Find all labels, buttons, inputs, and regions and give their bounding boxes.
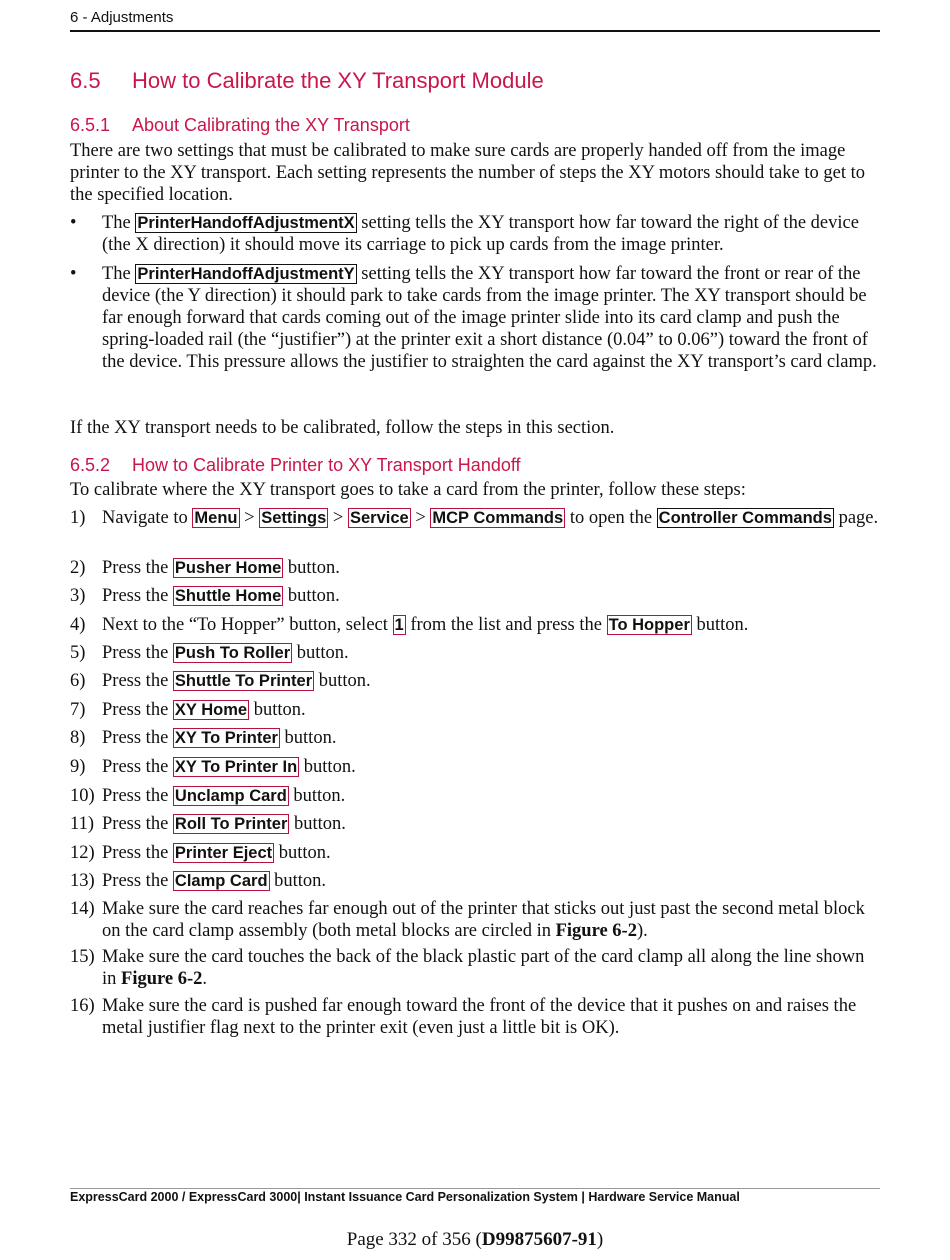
button-label: Clamp Card	[174, 872, 268, 890]
step-item	[70, 995, 880, 1039]
step-item	[70, 557, 880, 579]
subsection-heading-2	[70, 455, 521, 476]
intro-paragraph: There are two settings that must be calibrated to make sure cards are properly handed off from the image printer to the XY transport. Each setting represents the number of steps the XY motors should take to get to the specified location.	[70, 141, 865, 205]
step-item	[70, 699, 880, 721]
button-label: Pusher Home	[174, 559, 282, 577]
bullet-text: setting tells the XY transport how far toward the front or rear of the device (the Y direction) it should park to take cards from the image printer. The XY transport should be far enough forward that cards coming out of the image printer slide into its card clamp and push the spring-loaded rail (the “justifier”) at the printer exit a short distance (0.04” to 0.06”) toward the front of the device. This pressure allows the justifier to straighten the card against the XY transport’s card clamp.	[102, 264, 877, 372]
subsection-title: How to Calibrate Printer to XY Transport Handoff	[132, 455, 521, 475]
button-label: Push To Roller	[174, 644, 291, 662]
step-number: 16)	[70, 996, 95, 1016]
subsection-heading-1	[70, 115, 410, 136]
step-text: Press the	[102, 700, 173, 720]
step-text: button.	[288, 786, 346, 806]
step-text: button.	[292, 643, 349, 663]
list-value-label: 1	[394, 616, 404, 634]
step-item	[70, 670, 880, 692]
page-number-text: Page 332 of 356 (	[346, 1229, 482, 1250]
step-text: to open the	[565, 508, 657, 528]
controller-commands-label: Controller Commands	[658, 509, 832, 527]
footer-manual-title: ExpressCard 2000 / ExpressCard 3000| Instant Issuance Card Personalization System | Hardware Service Manual	[70, 1190, 740, 1204]
step-text: Press the	[102, 786, 173, 806]
footer-divider	[70, 1188, 880, 1189]
step-item	[70, 870, 880, 892]
step-text: Press the	[102, 757, 173, 777]
step-number: 7)	[70, 700, 86, 720]
step-item	[70, 898, 880, 942]
bullet-text: The	[102, 264, 136, 284]
step-text: button.	[691, 615, 749, 635]
bullet-text: The	[102, 213, 136, 233]
mcp-commands-label: MCP Commands	[432, 509, 564, 527]
step-text: Press the	[102, 558, 173, 578]
button-label: XY To Printer	[174, 729, 278, 747]
section-title: How to Calibrate the XY Transport Module	[132, 68, 544, 93]
settings-label: Settings	[261, 509, 327, 527]
section-heading	[70, 68, 544, 94]
page-number	[0, 1229, 950, 1251]
bullet-item-y	[70, 263, 880, 373]
button-label: Shuttle To Printer	[174, 672, 313, 690]
step-number: 10)	[70, 786, 95, 806]
step-text: Next to the “To Hopper” button, select	[102, 615, 393, 635]
step-number: 4)	[70, 615, 86, 635]
step-text: button.	[283, 586, 340, 606]
bullet-text: setting tells the XY transport how far toward the right of the device (the X direction) it should move its carriage to pick up cards from the image printer.	[102, 213, 859, 255]
step-text: button.	[283, 558, 340, 578]
step-text: button.	[269, 871, 327, 891]
step-text: button.	[289, 814, 346, 834]
button-label: XY To Printer In	[174, 758, 298, 776]
step-number: 15)	[70, 947, 95, 967]
step-text: button.	[249, 700, 306, 720]
step-text: button.	[274, 843, 331, 863]
step-text: Press the	[102, 814, 173, 834]
step-number: 9)	[70, 757, 86, 777]
step-number: 11)	[70, 814, 94, 834]
outro-paragraph: If the XY transport needs to be calibrated, follow the steps in this section.	[70, 418, 615, 438]
step-text: button.	[279, 728, 337, 748]
step-text: Press the	[102, 671, 173, 691]
bullet-icon: •	[70, 264, 77, 284]
figure-reference: Figure 6-2	[121, 969, 203, 989]
step-number: 14)	[70, 899, 95, 919]
step-number: 2)	[70, 558, 86, 578]
step-text: Press the	[102, 843, 173, 863]
button-label: Printer Eject	[174, 844, 273, 862]
step-text: ).	[636, 921, 648, 941]
button-label: To Hopper	[608, 616, 690, 634]
bullet-item-x	[70, 212, 880, 256]
step-item	[70, 614, 880, 636]
step-item	[70, 813, 880, 835]
setting-name-x: PrinterHandoffAdjustmentX	[137, 214, 355, 232]
button-label: Unclamp Card	[174, 787, 287, 805]
step-text: button.	[299, 757, 356, 777]
step-text: .	[202, 969, 207, 989]
step-item	[70, 842, 880, 864]
step-text: page.	[833, 508, 879, 528]
step-item	[70, 507, 880, 529]
step-text: Press the	[102, 643, 173, 663]
step-item	[70, 727, 880, 749]
bullet-icon: •	[70, 213, 77, 233]
step-item	[70, 756, 880, 778]
running-header: 6 - Adjustments	[70, 8, 880, 32]
section-number: 6.5	[70, 68, 101, 93]
step-text: Make sure the card touches the back of the black plastic part of the card clamp all along the line shown in	[102, 947, 865, 989]
figure-reference: Figure 6-2	[555, 921, 637, 941]
menu-label: Menu	[194, 509, 238, 527]
step-text: Make sure the card reaches far enough out of the printer that sticks out just past the second metal block on the card clamp assembly (both metal blocks are circled in	[102, 899, 865, 941]
step-number: 6)	[70, 671, 86, 691]
subsection-number: 6.5.2	[70, 455, 111, 475]
step-text: from the list and press the	[405, 615, 607, 635]
step-text: Navigate to	[102, 508, 193, 528]
step-text: Press the	[102, 728, 173, 748]
step-number: 13)	[70, 871, 95, 891]
button-label: Roll To Printer	[174, 815, 288, 833]
step-item	[70, 946, 880, 990]
step-number: 12)	[70, 843, 95, 863]
step-item	[70, 585, 880, 607]
step-number: 3)	[70, 586, 86, 606]
step-item	[70, 785, 880, 807]
button-label: Shuttle Home	[174, 587, 282, 605]
document-number: D99875607-91	[481, 1229, 597, 1250]
step-text: Press the	[102, 871, 173, 891]
subsection-title: About Calibrating the XY Transport	[132, 115, 410, 135]
separator: >	[410, 508, 431, 528]
steps-intro: To calibrate where the XY transport goes to take a card from the printer, follow these steps:	[70, 480, 746, 500]
step-number: 8)	[70, 728, 86, 748]
subsection-number: 6.5.1	[70, 115, 111, 135]
button-label: XY Home	[174, 701, 248, 719]
step-number: 5)	[70, 643, 86, 663]
service-label: Service	[349, 509, 409, 527]
separator: >	[328, 508, 348, 528]
step-number: 1)	[70, 508, 86, 528]
step-text: Press the	[102, 586, 173, 606]
step-text: Make sure the card is pushed far enough toward the front of the device that it pushes on and raises the metal justifier flag next to the printer exit (even just a little bit is OK).	[102, 996, 857, 1038]
setting-name-y: PrinterHandoffAdjustmentY	[137, 265, 355, 283]
step-item	[70, 642, 880, 664]
step-text: button.	[314, 671, 371, 691]
separator: >	[239, 508, 260, 528]
page-number-text: )	[596, 1229, 604, 1250]
